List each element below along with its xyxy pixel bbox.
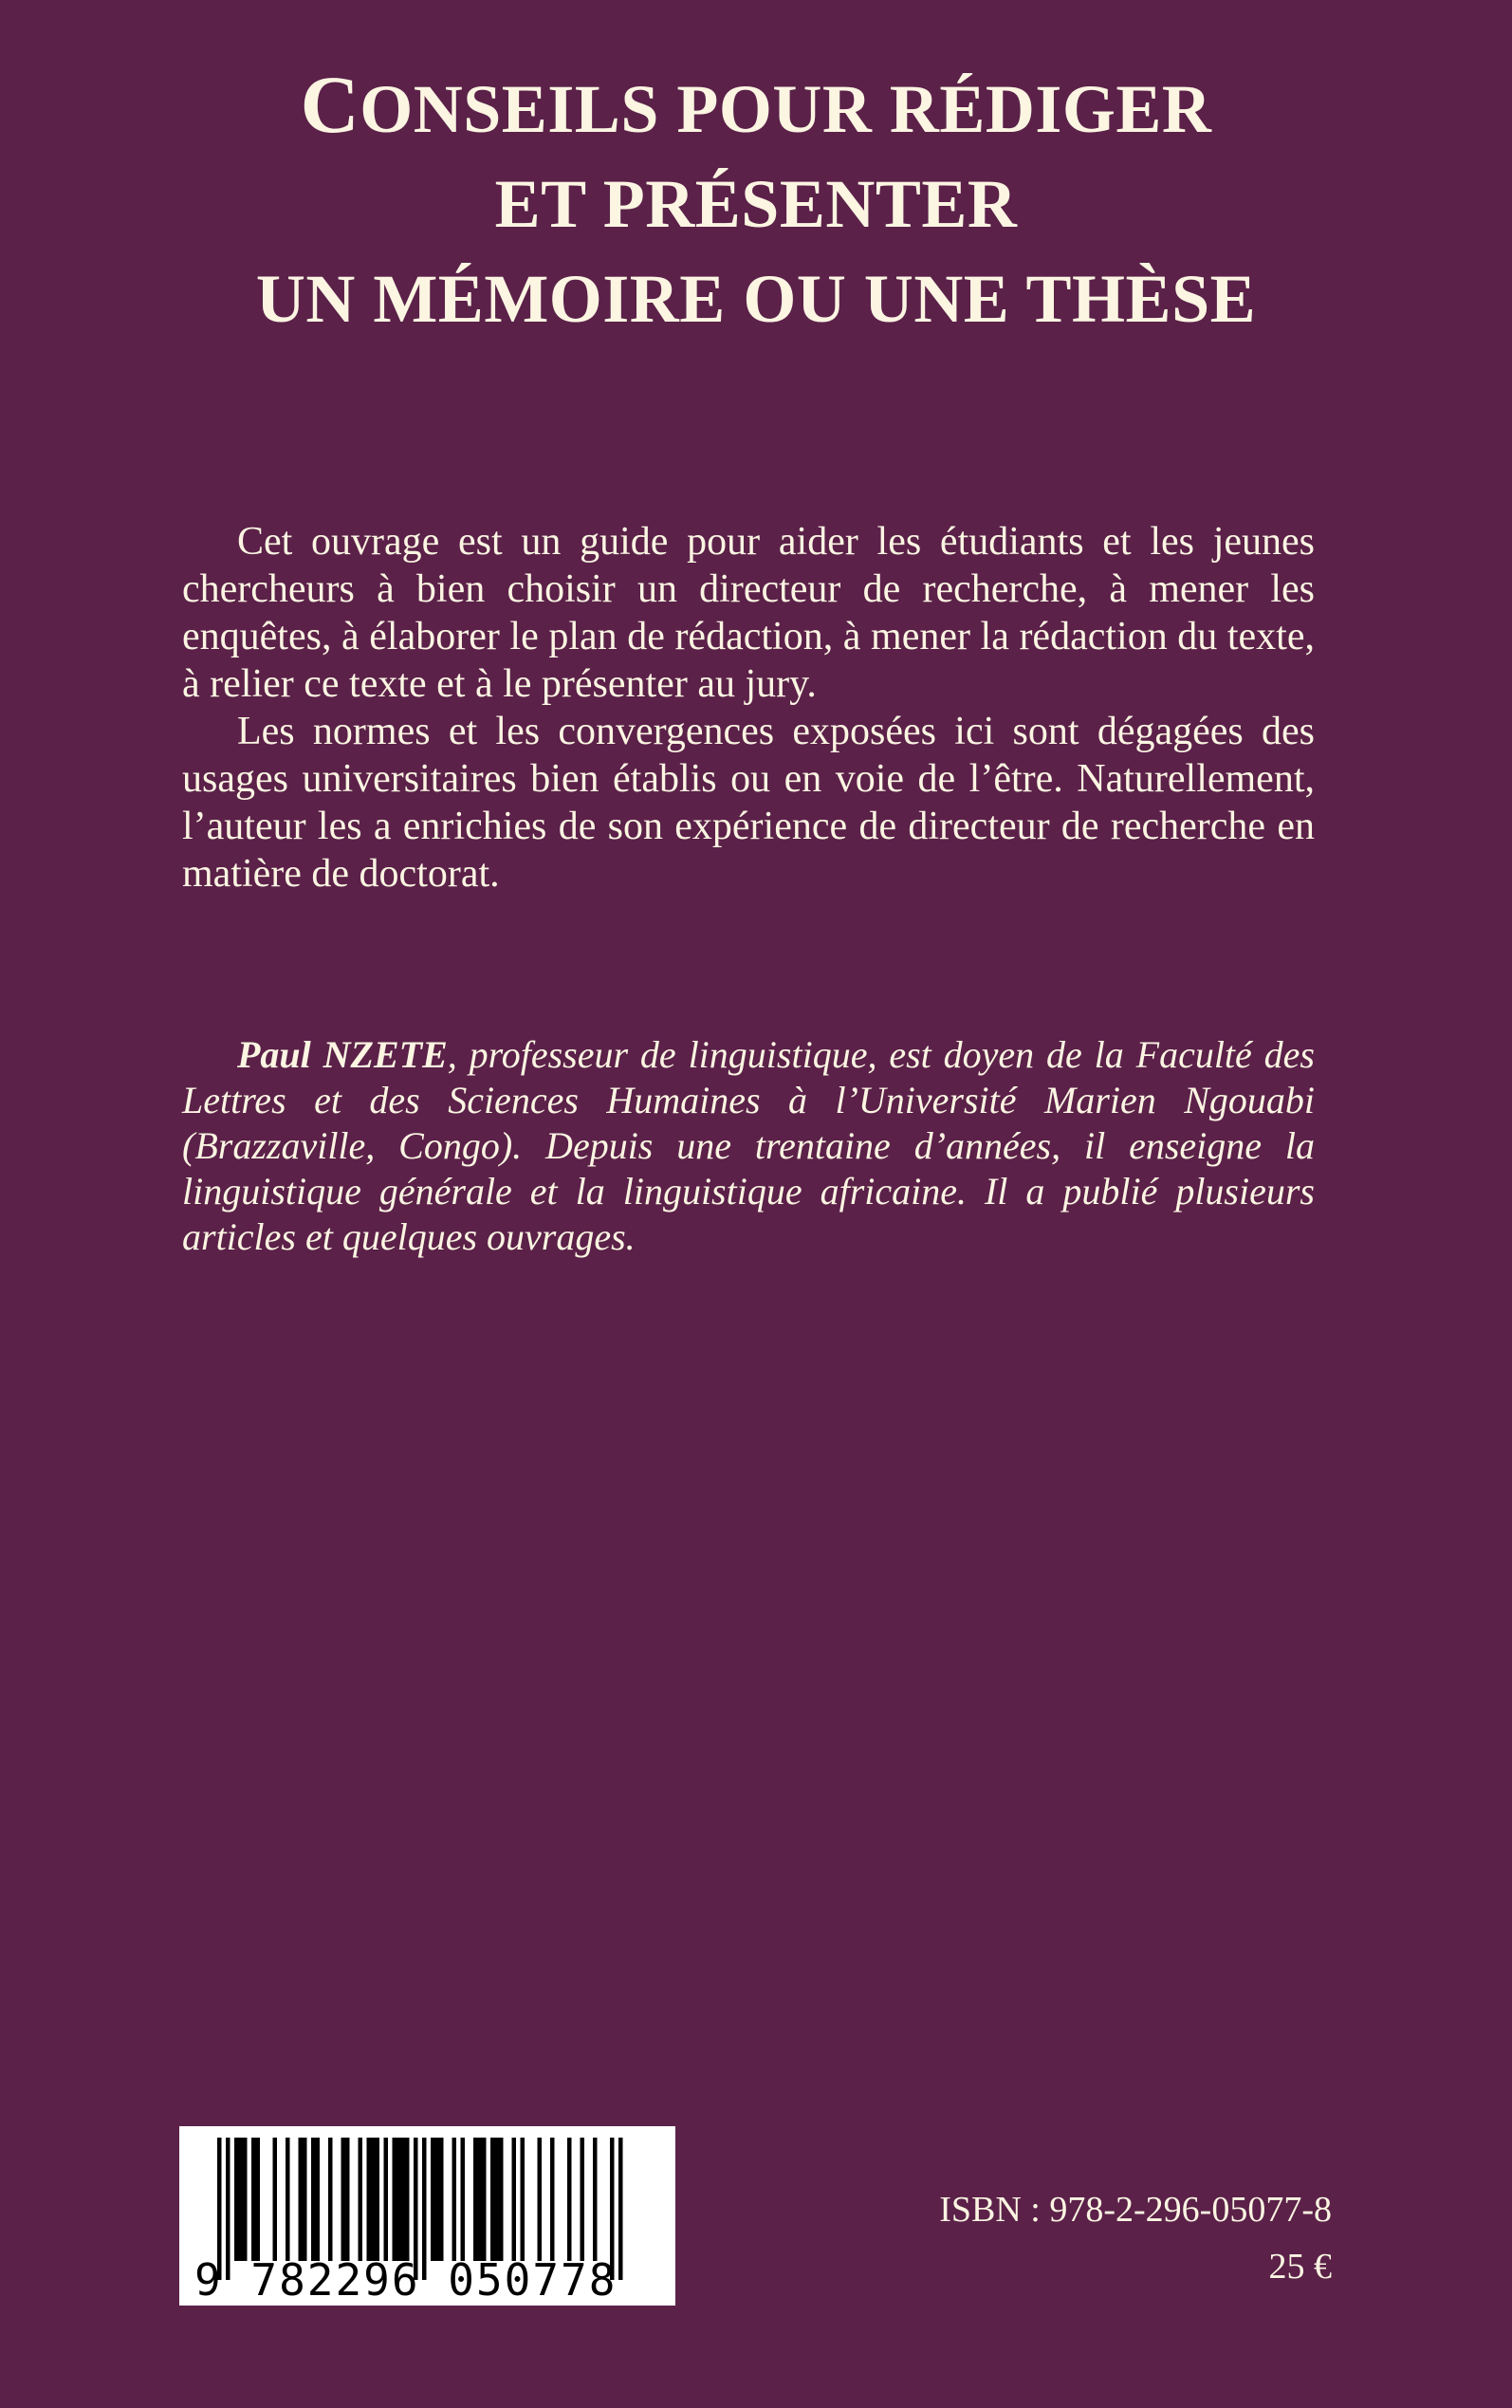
barcode-bar	[243, 2138, 248, 2261]
barcode-bar	[461, 2138, 466, 2261]
barcode-bar	[538, 2138, 543, 2261]
book-description	[182, 518, 1315, 898]
title-line-1	[95, 57, 1417, 157]
barcode-bar	[341, 2138, 346, 2261]
barcode-bar	[482, 2138, 487, 2261]
barcode-bar	[405, 2138, 410, 2261]
barcode-bar	[273, 2138, 278, 2261]
barcode-bar	[303, 2138, 307, 2261]
barcode-bar	[384, 2138, 389, 2261]
barcode-bar	[311, 2138, 316, 2261]
barcode-bar	[393, 2138, 397, 2261]
description-paragraph-1: Cet ouvrage est un guide pour aider les étudiants et les jeunes chercheurs à bien choisir un directeur de recherche, à mener les enquêtes, à élaborer le plan de rédaction, à mener la rédaction du texte, à relier ce texte et à le présenter au jury.	[182, 520, 1315, 706]
barcode-bar	[499, 2138, 504, 2261]
title-line-2: ET PRÉSENTER	[494, 166, 1018, 242]
barcode-bar	[495, 2138, 500, 2261]
barcode-bar	[431, 2138, 435, 2261]
barcode-bar	[299, 2138, 304, 2261]
barcode-bar	[328, 2138, 333, 2261]
barcode-bar	[567, 2138, 572, 2261]
author-bio-text: , professeur de linguistique, est doyen de la Faculté des Lettres et des Sciences Humaines à l’Université Marien Ngouabi (Brazzaville, Congo). Depuis une trentaine d’années, il enseigne la linguistique générale et la linguistique africaine. Il a publié plusieurs articles et quelques ouvrages.	[182, 1033, 1315, 1258]
barcode-bar	[401, 2138, 406, 2261]
author-bio	[182, 1032, 1315, 1260]
barcode-bar	[256, 2138, 261, 2261]
barcode-bar	[396, 2138, 401, 2261]
barcode-bar	[234, 2138, 239, 2261]
barcode-bar	[473, 2138, 478, 2261]
barcode-bar	[286, 2138, 290, 2261]
title-line-3: UN MÉMOIRE OU UNE THÈSE	[255, 261, 1257, 337]
barcode-bar	[239, 2138, 244, 2261]
barcode-bar	[581, 2138, 585, 2261]
barcode-bar	[593, 2138, 598, 2261]
barcode-bar	[478, 2138, 483, 2261]
title-line-1-rest: ONSEILS POUR RÉDIGER	[360, 71, 1212, 147]
author-name: Paul NZETE	[237, 1033, 448, 1076]
isbn: ISBN : 978-2-296-05077-8	[939, 2190, 1332, 2230]
barcode-bar	[316, 2138, 321, 2261]
barcode-bar	[490, 2138, 495, 2261]
barcode-bar	[550, 2138, 555, 2261]
barcode-bar	[371, 2138, 376, 2261]
barcode-bar	[452, 2138, 457, 2261]
price: 25 €	[1268, 2247, 1332, 2287]
barcode-bar	[521, 2138, 526, 2261]
barcode-bar	[512, 2138, 517, 2261]
barcode-bar	[345, 2138, 350, 2261]
book-title	[95, 57, 1417, 346]
barcode-bar	[251, 2138, 256, 2261]
barcode-bar	[435, 2138, 440, 2261]
barcode-bar	[367, 2138, 372, 2261]
barcode-digits: 9 782296 050778	[194, 2254, 618, 2306]
description-paragraph-2: Les normes et les convergences exposées ici sont dégagées des usages universitaires bien établis ou en voie de l’être. Naturellement, l’auteur les a enrichies de son expérience de directeur de recherche en matière de doctorat.	[182, 710, 1315, 896]
barcode	[179, 2126, 675, 2306]
title-initial: C	[300, 59, 360, 150]
barcode-bar	[359, 2138, 363, 2261]
barcode-bar	[439, 2138, 444, 2261]
barcode-bar	[376, 2138, 380, 2261]
